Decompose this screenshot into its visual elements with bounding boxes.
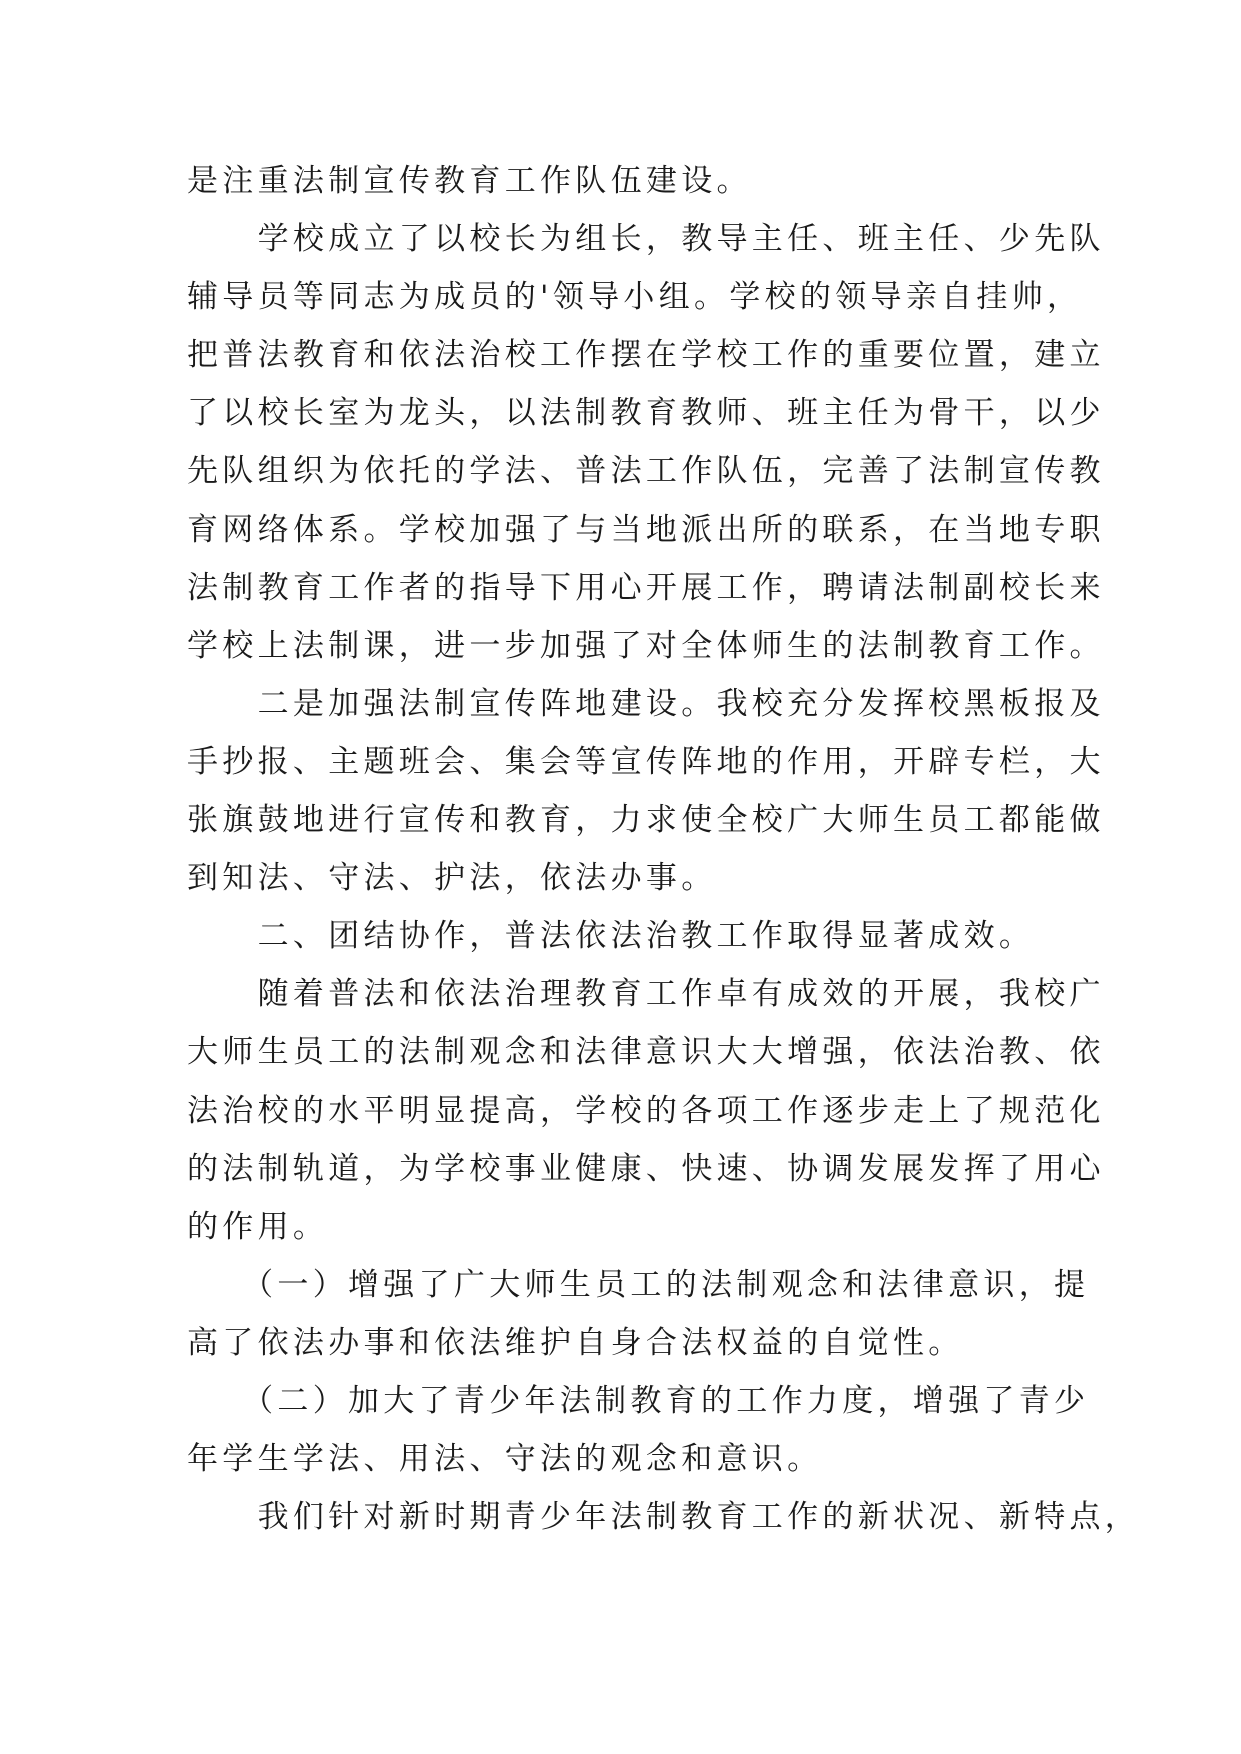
- text-line: 我们针对新时期青少年法制教育工作的新状况、新特点，: [187, 1499, 1141, 1536]
- text-line: 法制教育工作者的指导下用心开展工作，聘请法制副校长来: [187, 569, 1105, 606]
- text-line: 是注重法制宣传教育工作队伍建设。: [187, 163, 752, 199]
- text-line: 先队组织为依托的学法、普法工作队伍，完善了法制宣传教: [187, 453, 1105, 490]
- text-line: 学校成立了以校长为组长，教导主任、班主任、少先队: [187, 221, 1105, 258]
- text-line: 辅导员等同志为成员的'领导小组。学校的领导亲自挂帅，: [187, 279, 1083, 316]
- text-line: 大师生员工的法制观念和法律意识大大增强，依法治教、依: [187, 1034, 1105, 1071]
- text-line: 到知法、守法、护法，依法办事。: [187, 860, 717, 897]
- text-line: 二、团结协作，普法依法治教工作取得显著成效。: [187, 918, 1035, 955]
- text-line: 年学生学法、用法、守法的观念和意识。: [187, 1441, 823, 1478]
- text-line: （二）加大了青少年法制教育的工作力度，增强了青少: [187, 1382, 1090, 1419]
- document-body: [187, 152, 1141, 1546]
- text-line: 了以校长室为龙头，以法制教育教师、班主任为骨干，以少: [187, 395, 1105, 432]
- text-line: 育网络体系。学校加强了与当地派出所的联系，在当地专职: [187, 511, 1105, 548]
- text-line: 手抄报、主题班会、集会等宣传阵地的作用，开辟专栏，大: [187, 743, 1105, 780]
- text-line: 二是加强法制宣传阵地建设。我校充分发挥校黑板报及: [187, 685, 1105, 722]
- text-line: 随着普法和依法治理教育工作卓有成效的开展，我校广: [187, 976, 1105, 1013]
- text-line: 的法制轨道，为学校事业健康、快速、协调发展发挥了用心: [187, 1150, 1105, 1187]
- text-line: 的作用。: [187, 1208, 329, 1245]
- text-line: 高了依法办事和依法维护自身合法权益的自觉性。: [187, 1324, 964, 1361]
- text-line: 张旗鼓地进行宣传和教育，力求使全校广大师生员工都能做: [187, 802, 1105, 839]
- text-line: 把普法教育和依法治校工作摆在学校工作的重要位置，建立: [187, 337, 1105, 374]
- text-line: 学校上法制课，进一步加强了对全体师生的法制教育工作。: [187, 627, 1105, 664]
- text-line: （一）增强了广大师生员工的法制观念和法律意识，提: [187, 1266, 1090, 1303]
- text-line: 法治校的水平明显提高，学校的各项工作逐步走上了规范化: [187, 1092, 1105, 1129]
